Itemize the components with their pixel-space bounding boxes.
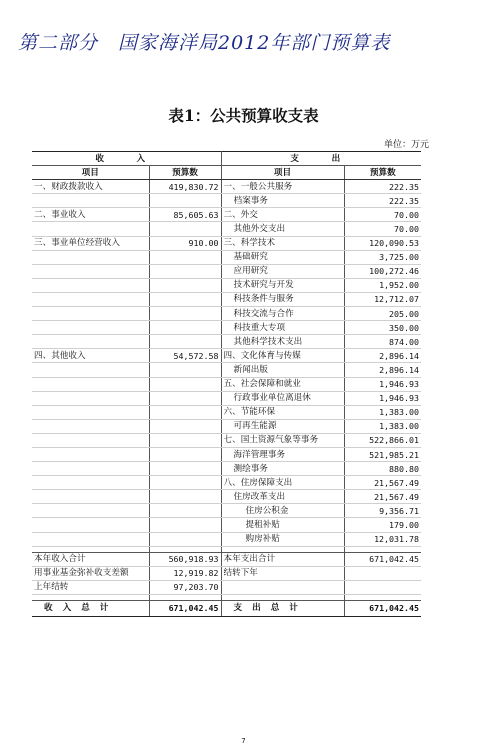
expense-item-column-header: 项目	[221, 166, 344, 180]
table-row	[32, 307, 421, 321]
income-amount-cell	[149, 419, 221, 433]
income-item-cell	[32, 462, 149, 476]
table-row	[32, 349, 421, 363]
income-item-cell	[32, 532, 149, 546]
expense-amount-cell: 222.35	[344, 194, 421, 208]
expense-item-cell: 海洋管理事务	[221, 447, 344, 461]
income-amount-cell	[149, 391, 221, 405]
expense-item-cell: 三、科学技术	[221, 236, 344, 250]
expense-item-cell	[221, 580, 344, 594]
table-row	[32, 264, 421, 278]
expense-amount-cell: 522,866.01	[344, 433, 421, 447]
table-row	[32, 405, 421, 419]
income-item-cell	[32, 363, 149, 377]
table-row	[32, 208, 421, 222]
income-item-cell: 四、其他收入	[32, 349, 149, 363]
income-item-cell	[32, 490, 149, 504]
income-item-column-header: 项目	[32, 166, 149, 180]
expense-item-cell: 可再生能源	[221, 419, 344, 433]
page-heading: 第二部分 国家海洋局2012年部门预算表	[18, 32, 391, 54]
expense-amount-cell: 1,946.93	[344, 391, 421, 405]
expense-amount-cell: 21,567.49	[344, 476, 421, 490]
income-item-cell: 二、事业收入	[32, 208, 149, 222]
income-amount-cell	[149, 462, 221, 476]
income-amount-cell	[149, 250, 221, 264]
income-item-cell: 三、事业单位经营收入	[32, 236, 149, 250]
income-item-cell	[32, 405, 149, 419]
expense-item-cell: 七、国土资源气象等事务	[221, 433, 344, 447]
expense-amount-cell: 100,272.46	[344, 264, 421, 278]
expense-amount-cell	[344, 580, 421, 594]
income-item-cell	[32, 194, 149, 208]
expense-item-cell: 新闻出版	[221, 363, 344, 377]
income-amount-cell	[149, 433, 221, 447]
income-amount-cell	[149, 447, 221, 461]
table-row	[32, 180, 421, 194]
table-title: 表1：公共预算收支表	[168, 106, 319, 125]
table-row	[32, 278, 421, 292]
expense-budget-column-header: 预算数	[344, 166, 421, 180]
expense-item-cell: 二、外交	[221, 208, 344, 222]
table-row	[32, 391, 421, 405]
table-row	[32, 532, 421, 546]
expense-amount-cell: 9,356.71	[344, 504, 421, 518]
income-amount-cell: 12,919.82	[149, 566, 221, 580]
expense-item-cell: 科技交流与合作	[221, 307, 344, 321]
income-amount-cell: 419,830.72	[149, 180, 221, 194]
expense-item-cell: 本年支出合计	[221, 552, 344, 566]
expense-amount-cell: 70.00	[344, 222, 421, 236]
table-row	[32, 292, 421, 306]
expense-amount-cell: 874.00	[344, 335, 421, 349]
income-amount-cell	[149, 292, 221, 306]
expense-amount-cell: 1,383.00	[344, 419, 421, 433]
summary-row	[32, 580, 421, 594]
expense-amount-cell: 2,896.14	[344, 349, 421, 363]
expense-item-cell: 住房公积金	[221, 504, 344, 518]
income-amount-cell	[149, 476, 221, 490]
income-item-cell	[32, 419, 149, 433]
expense-item-cell: 科技重大专项	[221, 321, 344, 335]
income-amount-cell: 54,572.58	[149, 349, 221, 363]
income-amount-cell: 560,918.93	[149, 552, 221, 566]
expense-item-cell: 其他外交支出	[221, 222, 344, 236]
expense-item-cell: 一、一般公共服务	[221, 180, 344, 194]
income-amount-cell	[149, 490, 221, 504]
income-item-cell: 上年结转	[32, 580, 149, 594]
income-item-cell	[32, 391, 149, 405]
expense-item-cell: 结转下年	[221, 566, 344, 580]
expense-item-cell: 技术研究与开发	[221, 278, 344, 292]
income-amount-cell	[149, 504, 221, 518]
expense-amount-cell: 880.80	[344, 462, 421, 476]
income-amount-cell	[149, 532, 221, 546]
page-number: 7	[241, 737, 246, 745]
table-header-group-row	[32, 152, 421, 166]
expense-amount-cell: 671,042.45	[344, 600, 421, 616]
budget-table	[32, 151, 421, 617]
expense-item-cell: 测绘事务	[221, 462, 344, 476]
income-item-cell	[32, 222, 149, 236]
expense-amount-cell: 205.00	[344, 307, 421, 321]
income-item-cell	[32, 264, 149, 278]
income-amount-cell	[149, 307, 221, 321]
income-amount-cell	[149, 222, 221, 236]
income-item-cell	[32, 377, 149, 391]
table-row	[32, 377, 421, 391]
expense-item-cell: 住房改革支出	[221, 490, 344, 504]
expense-item-cell: 科技条件与服务	[221, 292, 344, 306]
expense-item-cell: 基础研究	[221, 250, 344, 264]
income-amount-cell	[149, 335, 221, 349]
income-item-cell: 本年收入合计	[32, 552, 149, 566]
table-row	[32, 321, 421, 335]
income-item-cell	[32, 250, 149, 264]
expense-item-cell: 提租补贴	[221, 518, 344, 532]
expense-amount-cell: 70.00	[344, 208, 421, 222]
expense-item-cell: 应用研究	[221, 264, 344, 278]
table-row	[32, 433, 421, 447]
table-row	[32, 462, 421, 476]
income-amount-cell	[149, 194, 221, 208]
expense-amount-cell: 12,712.07	[344, 292, 421, 306]
summary-row	[32, 552, 421, 566]
income-amount-cell	[149, 321, 221, 335]
income-item-cell	[32, 433, 149, 447]
table-row	[32, 419, 421, 433]
expense-amount-cell: 120,090.53	[344, 236, 421, 250]
expense-amount-cell: 671,042.45	[344, 552, 421, 566]
income-item-cell	[32, 278, 149, 292]
income-amount-cell: 671,042.45	[149, 600, 221, 616]
table-row	[32, 363, 421, 377]
income-item-cell	[32, 504, 149, 518]
income-item-cell	[32, 518, 149, 532]
income-item-cell	[32, 335, 149, 349]
expense-item-cell: 六、节能环保	[221, 405, 344, 419]
expense-amount-cell: 1,383.00	[344, 405, 421, 419]
table-row	[32, 335, 421, 349]
income-item-cell: 一、财政拨款收入	[32, 180, 149, 194]
income-amount-cell	[149, 363, 221, 377]
table-row	[32, 518, 421, 532]
expense-amount-cell	[344, 566, 421, 580]
income-item-cell	[32, 447, 149, 461]
income-amount-cell: 85,605.63	[149, 208, 221, 222]
expense-amount-cell: 3,725.00	[344, 250, 421, 264]
income-amount-cell	[149, 405, 221, 419]
expense-amount-cell: 1,952.00	[344, 278, 421, 292]
table-row	[32, 490, 421, 504]
income-amount-cell	[149, 377, 221, 391]
income-amount-cell: 910.00	[149, 236, 221, 250]
expense-item-cell: 四、文化体育与传媒	[221, 349, 344, 363]
table-row	[32, 222, 421, 236]
expense-item-cell: 购房补贴	[221, 532, 344, 546]
table-row	[32, 194, 421, 208]
total-row	[32, 600, 421, 616]
expense-amount-cell: 1,946.93	[344, 377, 421, 391]
income-item-cell: 用事业基金弥补收支差额	[32, 566, 149, 580]
expense-item-cell: 八、住房保障支出	[221, 476, 344, 490]
expense-item-cell: 档案事务	[221, 194, 344, 208]
expense-item-cell: 行政事业单位离退休	[221, 391, 344, 405]
income-item-cell	[32, 476, 149, 490]
income-amount-cell	[149, 278, 221, 292]
table-row	[32, 504, 421, 518]
expense-item-cell: 五、社会保障和就业	[221, 377, 344, 391]
expense-amount-cell: 12,031.78	[344, 532, 421, 546]
expense-group-header: 支 出	[221, 152, 421, 166]
table-row	[32, 476, 421, 490]
table-header-row	[32, 166, 421, 180]
income-item-cell: 收入总计	[32, 600, 149, 616]
expense-amount-cell: 222.35	[344, 180, 421, 194]
summary-row	[32, 566, 421, 580]
income-item-cell	[32, 307, 149, 321]
income-amount-cell: 97,203.70	[149, 580, 221, 594]
table-row	[32, 236, 421, 250]
expense-item-cell: 其他科学技术支出	[221, 335, 344, 349]
expense-item-cell: 支出总计	[221, 600, 344, 616]
income-item-cell	[32, 321, 149, 335]
expense-amount-cell: 521,985.21	[344, 447, 421, 461]
income-amount-cell	[149, 264, 221, 278]
income-budget-column-header: 预算数	[149, 166, 221, 180]
income-group-header: 收 入	[32, 152, 221, 166]
expense-amount-cell: 350.00	[344, 321, 421, 335]
unit-label: 单位：万元	[383, 140, 429, 150]
income-amount-cell	[149, 518, 221, 532]
income-item-cell	[32, 292, 149, 306]
expense-amount-cell: 21,567.49	[344, 490, 421, 504]
expense-amount-cell: 179.00	[344, 518, 421, 532]
expense-amount-cell: 2,896.14	[344, 363, 421, 377]
table-row	[32, 447, 421, 461]
table-row	[32, 250, 421, 264]
